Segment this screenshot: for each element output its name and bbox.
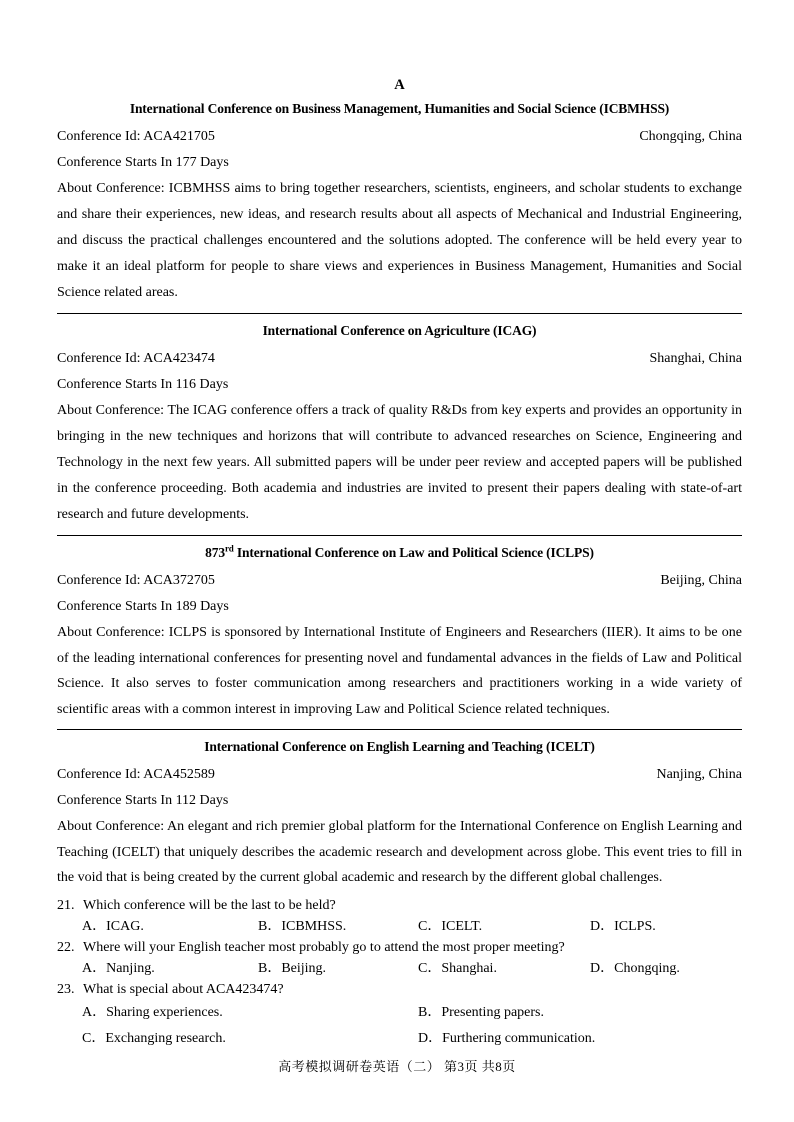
questions-list <box>57 895 742 1052</box>
option-b[interactable]: B．Beijing. <box>258 960 327 976</box>
conference-title <box>57 322 742 340</box>
option-a[interactable]: A．ICAG. <box>82 918 144 934</box>
conference-starts-in: Conference Starts In 189 Days <box>57 599 229 614</box>
conference-about: About Conference: ICLPS is sponsored by International Institute of Engineers and Researchers (IIER). It aims to be one of the leading international conferences for presenting novel and fundamental advances in the fields of Law and Political Science. It also serves to foster communication among researchers and practitioners working in a wide variety of scientific areas with a common interest in improving Law and Political Science related techniques. <box>57 625 742 717</box>
conference-title <box>57 738 742 756</box>
conference-starts-in: Conference Starts In 177 Days <box>57 155 229 170</box>
conference-location: Shanghai, China <box>649 351 742 366</box>
page-footer <box>0 1058 794 1076</box>
option-d[interactable]: D．Furthering communication. <box>418 1030 596 1046</box>
conference-title-text: International Conference on Business Management, Humanities and Social Science (ICBMHSS) <box>129 101 670 116</box>
question-options <box>57 1000 742 1026</box>
question-stem-row <box>57 937 742 958</box>
conference-about: About Conference: ICBMHSS aims to bring together researchers, scientists, engineers, and scholar students to exchange and share their experiences, new ideas, and research results about all aspects of Mechanical and Industrial Engineering, and discuss the practical challenges encountered and the solutions adopted. The conference will be held every year to make it an ideal platform for people to share views and experiences in Business Management, Humanities and Social Science related areas. <box>57 181 742 300</box>
conference-title <box>57 100 742 118</box>
section-divider <box>57 729 742 730</box>
conference-meta-row <box>57 124 742 150</box>
question-stem-row <box>57 895 742 916</box>
conference-meta-row <box>57 568 742 594</box>
conference-about: About Conference: The ICAG conference offers a track of quality R&Ds from key experts and provides an opportunity in bringing in the new techniques and horizons that will contribute to advanced researches on Science, Engineering and Technology in the next few years. All submitted papers will be under peer review and accepted papers will be published in the conference proceeding. Both academia and industries are invited to present their papers dealing with state-of-art research and future developments. <box>57 403 742 522</box>
option-a[interactable]: A．Sharing experiences. <box>82 1004 223 1020</box>
page-content <box>57 76 742 1052</box>
question-stem: Which conference will be the last to be held? <box>83 897 336 913</box>
conference-location: Chongqing, China <box>639 129 742 144</box>
option-c[interactable]: C．Shanghai. <box>418 960 497 976</box>
question-22 <box>57 937 742 979</box>
conference-title-text: International Conference on Agriculture (ICAG) <box>262 323 537 338</box>
question-number: 22. <box>57 939 75 955</box>
conference-title-text: International Conference on English Learning and Teaching (ICELT) <box>204 739 595 754</box>
section-divider <box>57 535 742 536</box>
conference-block-icelt <box>57 738 742 891</box>
option-c[interactable]: C．ICELT. <box>418 918 483 934</box>
conference-location: Nanjing, China <box>656 767 742 782</box>
conference-id: Conference Id: ACA452589 <box>57 767 215 782</box>
conference-block-iclps <box>57 544 742 722</box>
conference-block-icag <box>57 322 742 528</box>
option-c[interactable]: C．Exchanging research. <box>82 1030 226 1046</box>
question-options <box>57 916 742 937</box>
option-d[interactable]: D．Chongqing. <box>590 960 680 976</box>
conference-title-text: International Conference on Law and Political Science (ICLPS) <box>233 545 594 560</box>
conference-block-icbmhss <box>57 100 742 306</box>
option-d[interactable]: D．ICLPS. <box>590 918 656 934</box>
question-number: 23. <box>57 981 75 997</box>
conference-id: Conference Id: ACA423474 <box>57 351 215 366</box>
conference-title-ordinal-suffix: rd <box>224 543 234 554</box>
question-stem: What is special about ACA423474? <box>83 981 284 997</box>
question-21 <box>57 895 742 937</box>
conference-title-ordinal: 873 <box>205 545 225 560</box>
conference-about: About Conference: An elegant and rich premier global platform for the International Conference on English Learning and Teaching (ICELT) that uniquely describes the academic research and development across globe. This event tries to fill in the void that is being created by the current global academic and research by the different global challenges. <box>57 819 742 885</box>
conference-id: Conference Id: ACA372705 <box>57 573 215 588</box>
question-number: 21. <box>57 897 75 913</box>
conference-starts-in: Conference Starts In 116 Days <box>57 377 229 392</box>
conference-title <box>57 544 742 562</box>
conference-meta-row <box>57 346 742 372</box>
conference-meta-row <box>57 762 742 788</box>
question-stem-row <box>57 979 742 1000</box>
section-letter: A <box>394 77 405 93</box>
option-b[interactable]: B．Presenting papers. <box>418 1004 544 1020</box>
footer-text: 高考模拟调研卷英语（二） 第3页 共8页 <box>278 1059 516 1074</box>
conference-location: Beijing, China <box>660 573 742 588</box>
option-a[interactable]: A．Nanjing. <box>82 960 155 976</box>
section-divider <box>57 313 742 314</box>
question-stem: Where will your English teacher most probably go to attend the most proper meeting? <box>83 939 565 955</box>
option-b[interactable]: B．ICBMHSS. <box>258 918 347 934</box>
question-options <box>57 1026 742 1052</box>
conference-starts-in: Conference Starts In 112 Days <box>57 793 229 808</box>
conference-id: Conference Id: ACA421705 <box>57 129 215 144</box>
question-23 <box>57 979 742 1052</box>
question-options <box>57 958 742 979</box>
